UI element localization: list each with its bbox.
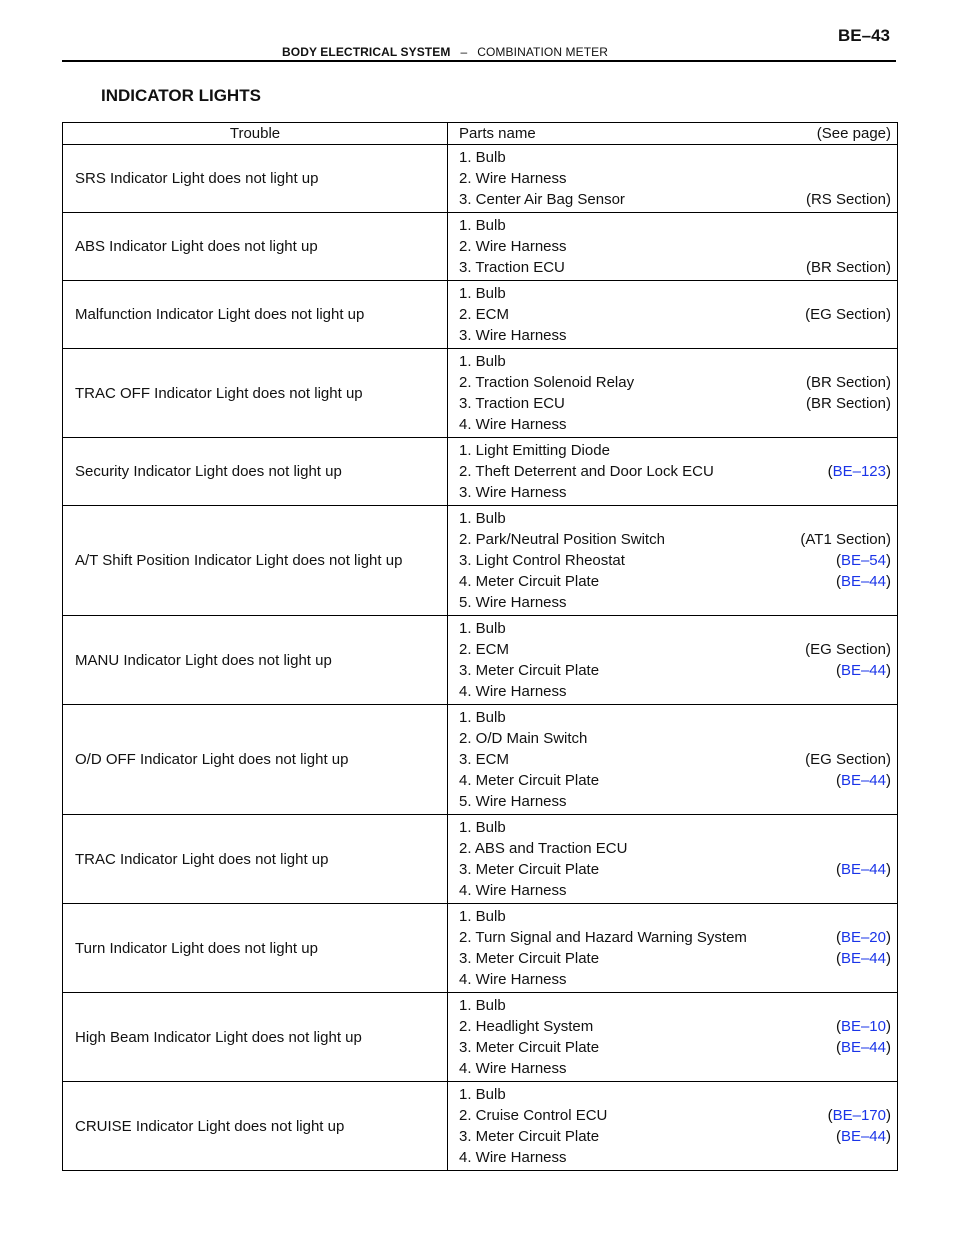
part-name: 1. Light Emitting Diode bbox=[459, 442, 610, 459]
part-name: 1. Bulb bbox=[459, 908, 506, 925]
table-row bbox=[63, 616, 898, 705]
part-name: 4. Wire Harness bbox=[459, 882, 567, 899]
trouble-cell: A/T Shift Position Indicator Light does not light up bbox=[63, 506, 448, 616]
part-name: 3. Traction ECU bbox=[459, 395, 565, 412]
part-line bbox=[459, 1147, 891, 1168]
trouble-cell: O/D OFF Indicator Light does not light up bbox=[63, 705, 448, 815]
section-reference: BR Section bbox=[810, 259, 886, 276]
page-header bbox=[62, 24, 896, 62]
page-reference-link[interactable]: BE–44 bbox=[840, 861, 886, 878]
part-name: 2. Park/Neutral Position Switch bbox=[459, 531, 665, 548]
part-line bbox=[459, 508, 891, 529]
table-body bbox=[63, 145, 898, 1171]
part-reference[interactable]: (BE–44) bbox=[835, 662, 891, 679]
part-name: 4. Wire Harness bbox=[459, 416, 567, 433]
page-reference-link[interactable]: BE–123 bbox=[832, 463, 886, 480]
part-line bbox=[459, 995, 891, 1016]
parts-cell bbox=[448, 616, 898, 705]
table-row bbox=[63, 349, 898, 438]
part-line bbox=[459, 482, 891, 503]
part-line bbox=[459, 791, 891, 812]
part-line bbox=[459, 215, 891, 236]
part-reference[interactable]: (BE–44) bbox=[835, 1039, 891, 1056]
col-header-parts-name: Parts name bbox=[459, 125, 536, 142]
part-line bbox=[459, 1126, 891, 1147]
page-reference-link[interactable]: BE–10 bbox=[840, 1018, 886, 1035]
part-name: 2. Wire Harness bbox=[459, 238, 567, 255]
table-row bbox=[63, 145, 898, 213]
part-line bbox=[459, 351, 891, 372]
part-name: 3. Meter Circuit Plate bbox=[459, 861, 600, 878]
part-name: 2. Wire Harness bbox=[459, 170, 567, 187]
part-line bbox=[459, 571, 891, 592]
part-name: 3. Meter Circuit Plate bbox=[459, 1128, 600, 1145]
part-line bbox=[459, 1084, 891, 1105]
part-line bbox=[459, 969, 891, 990]
part-name: 4. Meter Circuit Plate bbox=[459, 772, 600, 789]
part-reference: (EG Section) bbox=[805, 751, 891, 768]
part-name: 1. Bulb bbox=[459, 285, 506, 302]
table-header-row bbox=[63, 123, 898, 145]
trouble-cell: Malfunction Indicator Light does not light up bbox=[63, 281, 448, 349]
trouble-cell: CRUISE Indicator Light does not light up bbox=[63, 1082, 448, 1171]
part-line bbox=[459, 817, 891, 838]
part-name: 2. ABS and Traction ECU bbox=[459, 840, 628, 857]
part-reference: (BR Section) bbox=[805, 374, 891, 391]
part-name: 1. Bulb bbox=[459, 620, 506, 637]
part-line bbox=[459, 304, 891, 325]
part-line bbox=[459, 461, 891, 482]
trouble-cell: ABS Indicator Light does not light up bbox=[63, 213, 448, 281]
part-line bbox=[459, 859, 891, 880]
part-line bbox=[459, 236, 891, 257]
table-row bbox=[63, 213, 898, 281]
page-number: BE–43 bbox=[838, 26, 890, 45]
table-row bbox=[63, 815, 898, 904]
table-row bbox=[63, 904, 898, 993]
table-row bbox=[63, 1082, 898, 1171]
part-line bbox=[459, 770, 891, 791]
part-line bbox=[459, 440, 891, 461]
part-name: 2. Cruise Control ECU bbox=[459, 1107, 608, 1124]
part-line bbox=[459, 906, 891, 927]
part-line bbox=[459, 927, 891, 948]
part-line bbox=[459, 1016, 891, 1037]
part-line bbox=[459, 257, 891, 278]
section-reference: BR Section bbox=[810, 395, 886, 412]
part-line bbox=[459, 189, 891, 210]
table-row bbox=[63, 506, 898, 616]
part-name: 3. Center Air Bag Sensor bbox=[459, 191, 625, 208]
part-reference[interactable]: (BE–10) bbox=[835, 1018, 891, 1035]
parts-cell bbox=[448, 145, 898, 213]
part-line bbox=[459, 948, 891, 969]
page-reference-link[interactable]: BE–44 bbox=[840, 950, 886, 967]
page-reference-link[interactable]: BE–44 bbox=[840, 772, 886, 789]
section-title: INDICATOR LIGHTS bbox=[101, 86, 261, 105]
part-line bbox=[459, 707, 891, 728]
part-line bbox=[459, 529, 891, 550]
page-reference-link[interactable]: BE–44 bbox=[840, 1039, 886, 1056]
part-name: 3. Traction ECU bbox=[459, 259, 565, 276]
parts-cell bbox=[448, 993, 898, 1082]
part-reference[interactable]: (BE–44) bbox=[835, 1128, 891, 1145]
part-line bbox=[459, 414, 891, 435]
part-line bbox=[459, 592, 891, 613]
part-reference: (EG Section) bbox=[805, 641, 891, 658]
part-name: 2. Headlight System bbox=[459, 1018, 594, 1035]
part-line bbox=[459, 283, 891, 304]
part-name: 1. Bulb bbox=[459, 819, 506, 836]
part-reference: (BR Section) bbox=[805, 395, 891, 412]
part-reference[interactable]: (BE–44) bbox=[835, 861, 891, 878]
part-line bbox=[459, 147, 891, 168]
part-line bbox=[459, 639, 891, 660]
col-header-trouble: Trouble bbox=[63, 123, 448, 145]
part-reference: (EG Section) bbox=[805, 306, 891, 323]
table-row bbox=[63, 705, 898, 815]
part-name: 3. Light Control Rheostat bbox=[459, 552, 625, 569]
part-line bbox=[459, 618, 891, 639]
trouble-cell: SRS Indicator Light does not light up bbox=[63, 145, 448, 213]
part-line bbox=[459, 681, 891, 702]
parts-cell bbox=[448, 213, 898, 281]
part-name: 4. Wire Harness bbox=[459, 1060, 567, 1077]
part-line bbox=[459, 168, 891, 189]
part-line bbox=[459, 372, 891, 393]
trouble-cell: Security Indicator Light does not light up bbox=[63, 438, 448, 506]
part-name: 3. Meter Circuit Plate bbox=[459, 950, 600, 967]
trouble-cell: High Beam Indicator Light does not light up bbox=[63, 993, 448, 1082]
section-reference: AT1 Section bbox=[805, 531, 886, 548]
part-name: 3. Meter Circuit Plate bbox=[459, 1039, 600, 1056]
part-name: 2. O/D Main Switch bbox=[459, 730, 588, 747]
part-line bbox=[459, 749, 891, 770]
part-name: 1. Bulb bbox=[459, 353, 506, 370]
part-name: 2. Turn Signal and Hazard Warning System bbox=[459, 929, 747, 946]
part-name: 4. Wire Harness bbox=[459, 683, 567, 700]
section-reference: EG Section bbox=[810, 751, 886, 768]
trouble-table bbox=[62, 122, 898, 1171]
part-line bbox=[459, 1037, 891, 1058]
part-reference: (BR Section) bbox=[805, 259, 891, 276]
part-line bbox=[459, 728, 891, 749]
table-row bbox=[63, 438, 898, 506]
part-name: 4. Wire Harness bbox=[459, 1149, 567, 1166]
part-name: 1. Bulb bbox=[459, 1086, 506, 1103]
part-name: 3. Wire Harness bbox=[459, 327, 567, 344]
table-row bbox=[63, 993, 898, 1082]
table-row bbox=[63, 281, 898, 349]
part-reference[interactable]: (BE–170) bbox=[827, 1107, 891, 1124]
part-name: 5. Wire Harness bbox=[459, 793, 567, 810]
part-name: 2. ECM bbox=[459, 306, 510, 323]
part-reference: (RS Section) bbox=[805, 191, 891, 208]
parts-cell bbox=[448, 349, 898, 438]
parts-cell bbox=[448, 815, 898, 904]
part-line bbox=[459, 880, 891, 901]
part-name: 2. Theft Deterrent and Door Lock ECU bbox=[459, 463, 714, 480]
part-name: 1. Bulb bbox=[459, 149, 506, 166]
parts-cell bbox=[448, 438, 898, 506]
part-line bbox=[459, 550, 891, 571]
parts-cell bbox=[448, 1082, 898, 1171]
parts-cell bbox=[448, 281, 898, 349]
part-name: 1. Bulb bbox=[459, 217, 506, 234]
page-reference-link[interactable]: BE–20 bbox=[840, 929, 886, 946]
trouble-cell: TRAC OFF Indicator Light does not light up bbox=[63, 349, 448, 438]
col-header-parts bbox=[448, 123, 898, 145]
part-name: 1. Bulb bbox=[459, 997, 506, 1014]
part-reference: (AT1 Section) bbox=[800, 531, 891, 548]
trouble-cell: Turn Indicator Light does not light up bbox=[63, 904, 448, 993]
header-section: BODY ELECTRICAL SYSTEM bbox=[282, 45, 451, 59]
part-reference[interactable]: (BE–44) bbox=[835, 950, 891, 967]
parts-cell bbox=[448, 705, 898, 815]
part-line bbox=[459, 1105, 891, 1126]
header-subsection: COMBINATION METER bbox=[477, 45, 609, 59]
page-reference-link[interactable]: BE–44 bbox=[840, 573, 886, 590]
part-line bbox=[459, 393, 891, 414]
page-reference-link[interactable]: BE–44 bbox=[840, 1128, 886, 1145]
part-name: 1. Bulb bbox=[459, 709, 506, 726]
part-reference[interactable]: (BE–44) bbox=[835, 772, 891, 789]
parts-cell bbox=[448, 904, 898, 993]
part-reference[interactable]: (BE–20) bbox=[835, 929, 891, 946]
page-reference-link[interactable]: BE–44 bbox=[840, 662, 886, 679]
part-name: 3. Meter Circuit Plate bbox=[459, 662, 600, 679]
section-reference: RS Section bbox=[810, 191, 886, 208]
trouble-cell: TRAC Indicator Light does not light up bbox=[63, 815, 448, 904]
part-name: 2. ECM bbox=[459, 641, 510, 658]
part-name: 4. Wire Harness bbox=[459, 971, 567, 988]
section-reference: EG Section bbox=[810, 641, 886, 658]
part-line bbox=[459, 1058, 891, 1079]
part-name: 2. Traction Solenoid Relay bbox=[459, 374, 635, 391]
part-line bbox=[459, 838, 891, 859]
part-name: 5. Wire Harness bbox=[459, 594, 567, 611]
header-separator: – bbox=[460, 45, 468, 59]
page-reference-link[interactable]: BE–170 bbox=[832, 1107, 886, 1124]
trouble-cell: MANU Indicator Light does not light up bbox=[63, 616, 448, 705]
part-line bbox=[459, 325, 891, 346]
page-reference-link[interactable]: BE–54 bbox=[840, 552, 886, 569]
part-line bbox=[459, 660, 891, 681]
parts-cell bbox=[448, 506, 898, 616]
part-name: 1. Bulb bbox=[459, 510, 506, 527]
part-name: 3. ECM bbox=[459, 751, 510, 768]
col-header-see-page: (See page) bbox=[816, 125, 891, 142]
section-reference: BR Section bbox=[810, 374, 886, 391]
header-section-label bbox=[282, 45, 608, 59]
part-reference[interactable]: (BE–123) bbox=[827, 463, 891, 480]
section-reference: EG Section bbox=[810, 306, 886, 323]
part-reference[interactable]: (BE–54) bbox=[835, 552, 891, 569]
part-name: 4. Meter Circuit Plate bbox=[459, 573, 600, 590]
part-name: 3. Wire Harness bbox=[459, 484, 567, 501]
part-reference[interactable]: (BE–44) bbox=[835, 573, 891, 590]
